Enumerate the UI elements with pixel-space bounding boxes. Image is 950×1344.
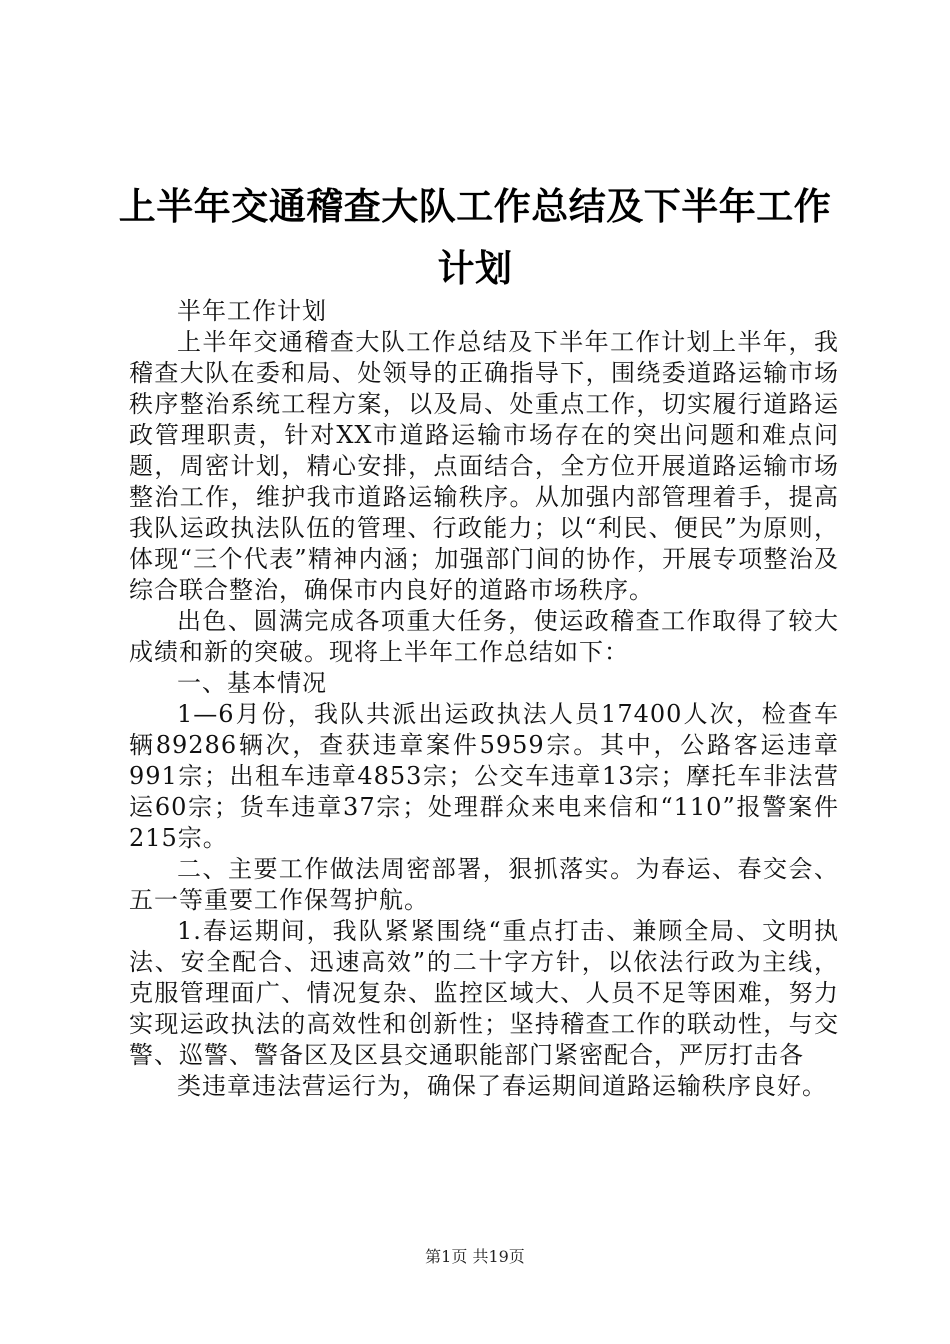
section-heading: 一、基本情况: [177, 669, 327, 697]
paragraph: 1.春运期间，我队紧紧围绕“重点打击、兼顾全局、文明执法、安全配合、迅速高效”的二十字方针，以依法行政为主线，克服管理面广、情况复杂、监控区域大、人员不足等困难，努力实现运政执法的高效性和创新性；坚持稽查工作的联动性，与交警、巡警、警备区及区县交通职能部门紧密配合，严厉打击各: [129, 917, 839, 1069]
paragraph: 类违章违法营运行为，确保了春运期间道路运输秩序良好。: [177, 1072, 827, 1100]
page-number-footer: 第1页 共19页: [425, 1247, 525, 1266]
paragraph: 1—6月份，我队共派出运政执法人员17400人次，检查车辆89286辆次，查获违章案件5959宗。其中，公路客运违章991宗；出租车违章4853宗；公交车违章13宗；摩托车非法营运60宗；货车违章37宗；处理群众来电来信和“110”报警案件215宗。: [129, 700, 839, 852]
document-body: [129, 296, 839, 1102]
section-heading: 二、主要工作做法周密部署，狠抓落实。为春运、春交会、五一等重要工作保驾护航。: [129, 855, 839, 914]
paragraph: 半年工作计划: [177, 297, 327, 325]
paragraph: 上半年交通稽查大队工作总结及下半年工作计划上半年，我稽查大队在委和局、处领导的正确指导下，围绕委道路运输市场秩序整治系统工程方案，以及局、处重点工作，切实履行道路运政管理职责，针对XX市道路运输市场存在的突出问题和难点问题，周密计划，精心安排，点面结合，全方位开展道路运输市场整治工作，维护我市道路运输秩序。从加强内部管理着手，提高我队运政执法队伍的管理、行政能力；以“利民、便民”为原则，体现“三个代表”精神内涵；加强部门间的协作，开展专项整治及综合联合整治，确保市内良好的道路市场秩序。: [129, 328, 839, 604]
document-title: 上半年交通稽查大队工作总结及下半年工作计划: [118, 185, 832, 290]
paragraph: 出色、圆满完成各项重大任务，使运政稽查工作取得了较大成绩和新的突破。现将上半年工作总结如下：: [129, 607, 839, 666]
